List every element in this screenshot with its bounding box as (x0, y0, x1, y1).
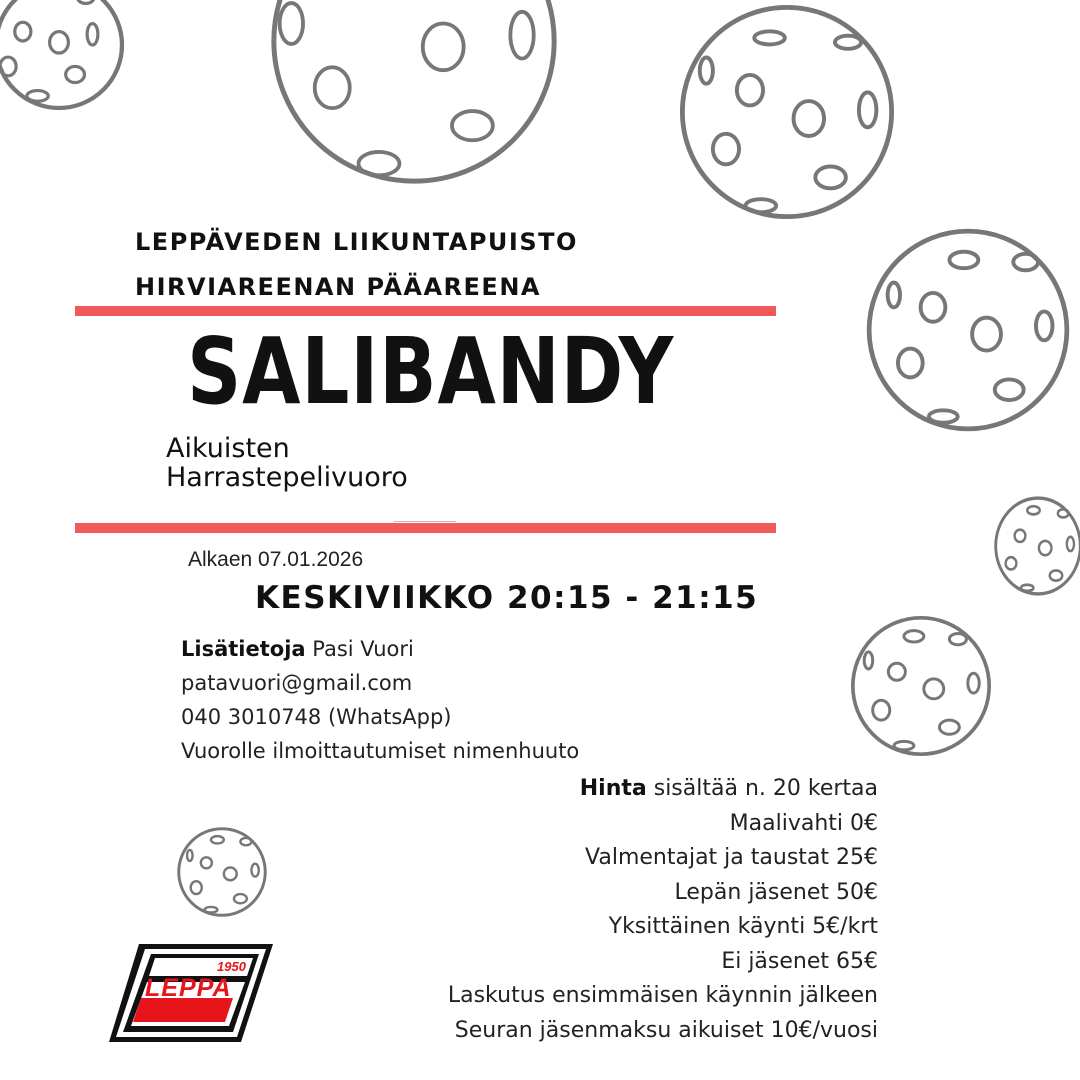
price-row: Valmentajat ja taustat 25€ (585, 845, 878, 870)
logo-year: 1950 (217, 959, 246, 974)
session-time: KESKIVIIKKO 20:15 - 21:15 (255, 580, 759, 616)
pricing-block (448, 772, 878, 1048)
thin-divider (394, 521, 456, 522)
leppa-logo (105, 940, 277, 1046)
price-row: Maalivahti 0€ (729, 810, 878, 836)
start-date: Alkaen 07.01.2026 (188, 548, 364, 571)
pricing-intro: sisältää n. 20 kertaa (653, 776, 878, 801)
poster-title: SALIBANDY (187, 318, 675, 425)
price-row: Yksittäinen käynti 5€/krt (608, 914, 878, 939)
logo-text: LEPPA (145, 974, 232, 1002)
floorball-icon (0, 0, 128, 112)
contact-email[interactable]: patavuori@gmail.com (181, 671, 413, 695)
pricing-label: Hinta (579, 776, 647, 801)
pricing-header (448, 772, 878, 807)
contact-person (181, 632, 579, 666)
subtitle-line-1: Aikuisten (166, 433, 290, 464)
accent-divider-top (75, 306, 776, 316)
price-row: Laskutus ensimmäisen käynnin jälkeen (447, 983, 878, 1008)
floorball-icon (865, 227, 1071, 433)
floorball-icon (993, 495, 1080, 597)
registration-note: Vuorolle ilmoittautumiset nimenhuuto (181, 739, 580, 763)
floorball-icon (678, 3, 896, 221)
contact-label: Lisätietoja (181, 637, 306, 661)
subtitle-line-2: Harrastepelivuoro (166, 462, 408, 493)
floorball-icon (176, 826, 268, 918)
price-row: Ei jäsenet 65€ (721, 948, 878, 974)
venue-line-2: HIRVIAREENAN PÄÄAREENA (135, 273, 541, 301)
floorball-icon (850, 615, 992, 757)
floorball-icon (265, 0, 563, 187)
venue-line-1: LEPPÄVEDEN LIIKUNTAPUISTO (135, 228, 578, 256)
price-row: Seuran jäsenmaksu aikuiset 10€/vuosi (454, 1017, 878, 1043)
contact-block (181, 632, 579, 768)
contact-phone[interactable]: 040 3010748 (WhatsApp) (181, 705, 452, 729)
price-row: Lepän jäsenet 50€ (674, 879, 878, 905)
contact-name: Pasi Vuori (312, 637, 414, 661)
accent-divider-bottom (75, 523, 776, 533)
